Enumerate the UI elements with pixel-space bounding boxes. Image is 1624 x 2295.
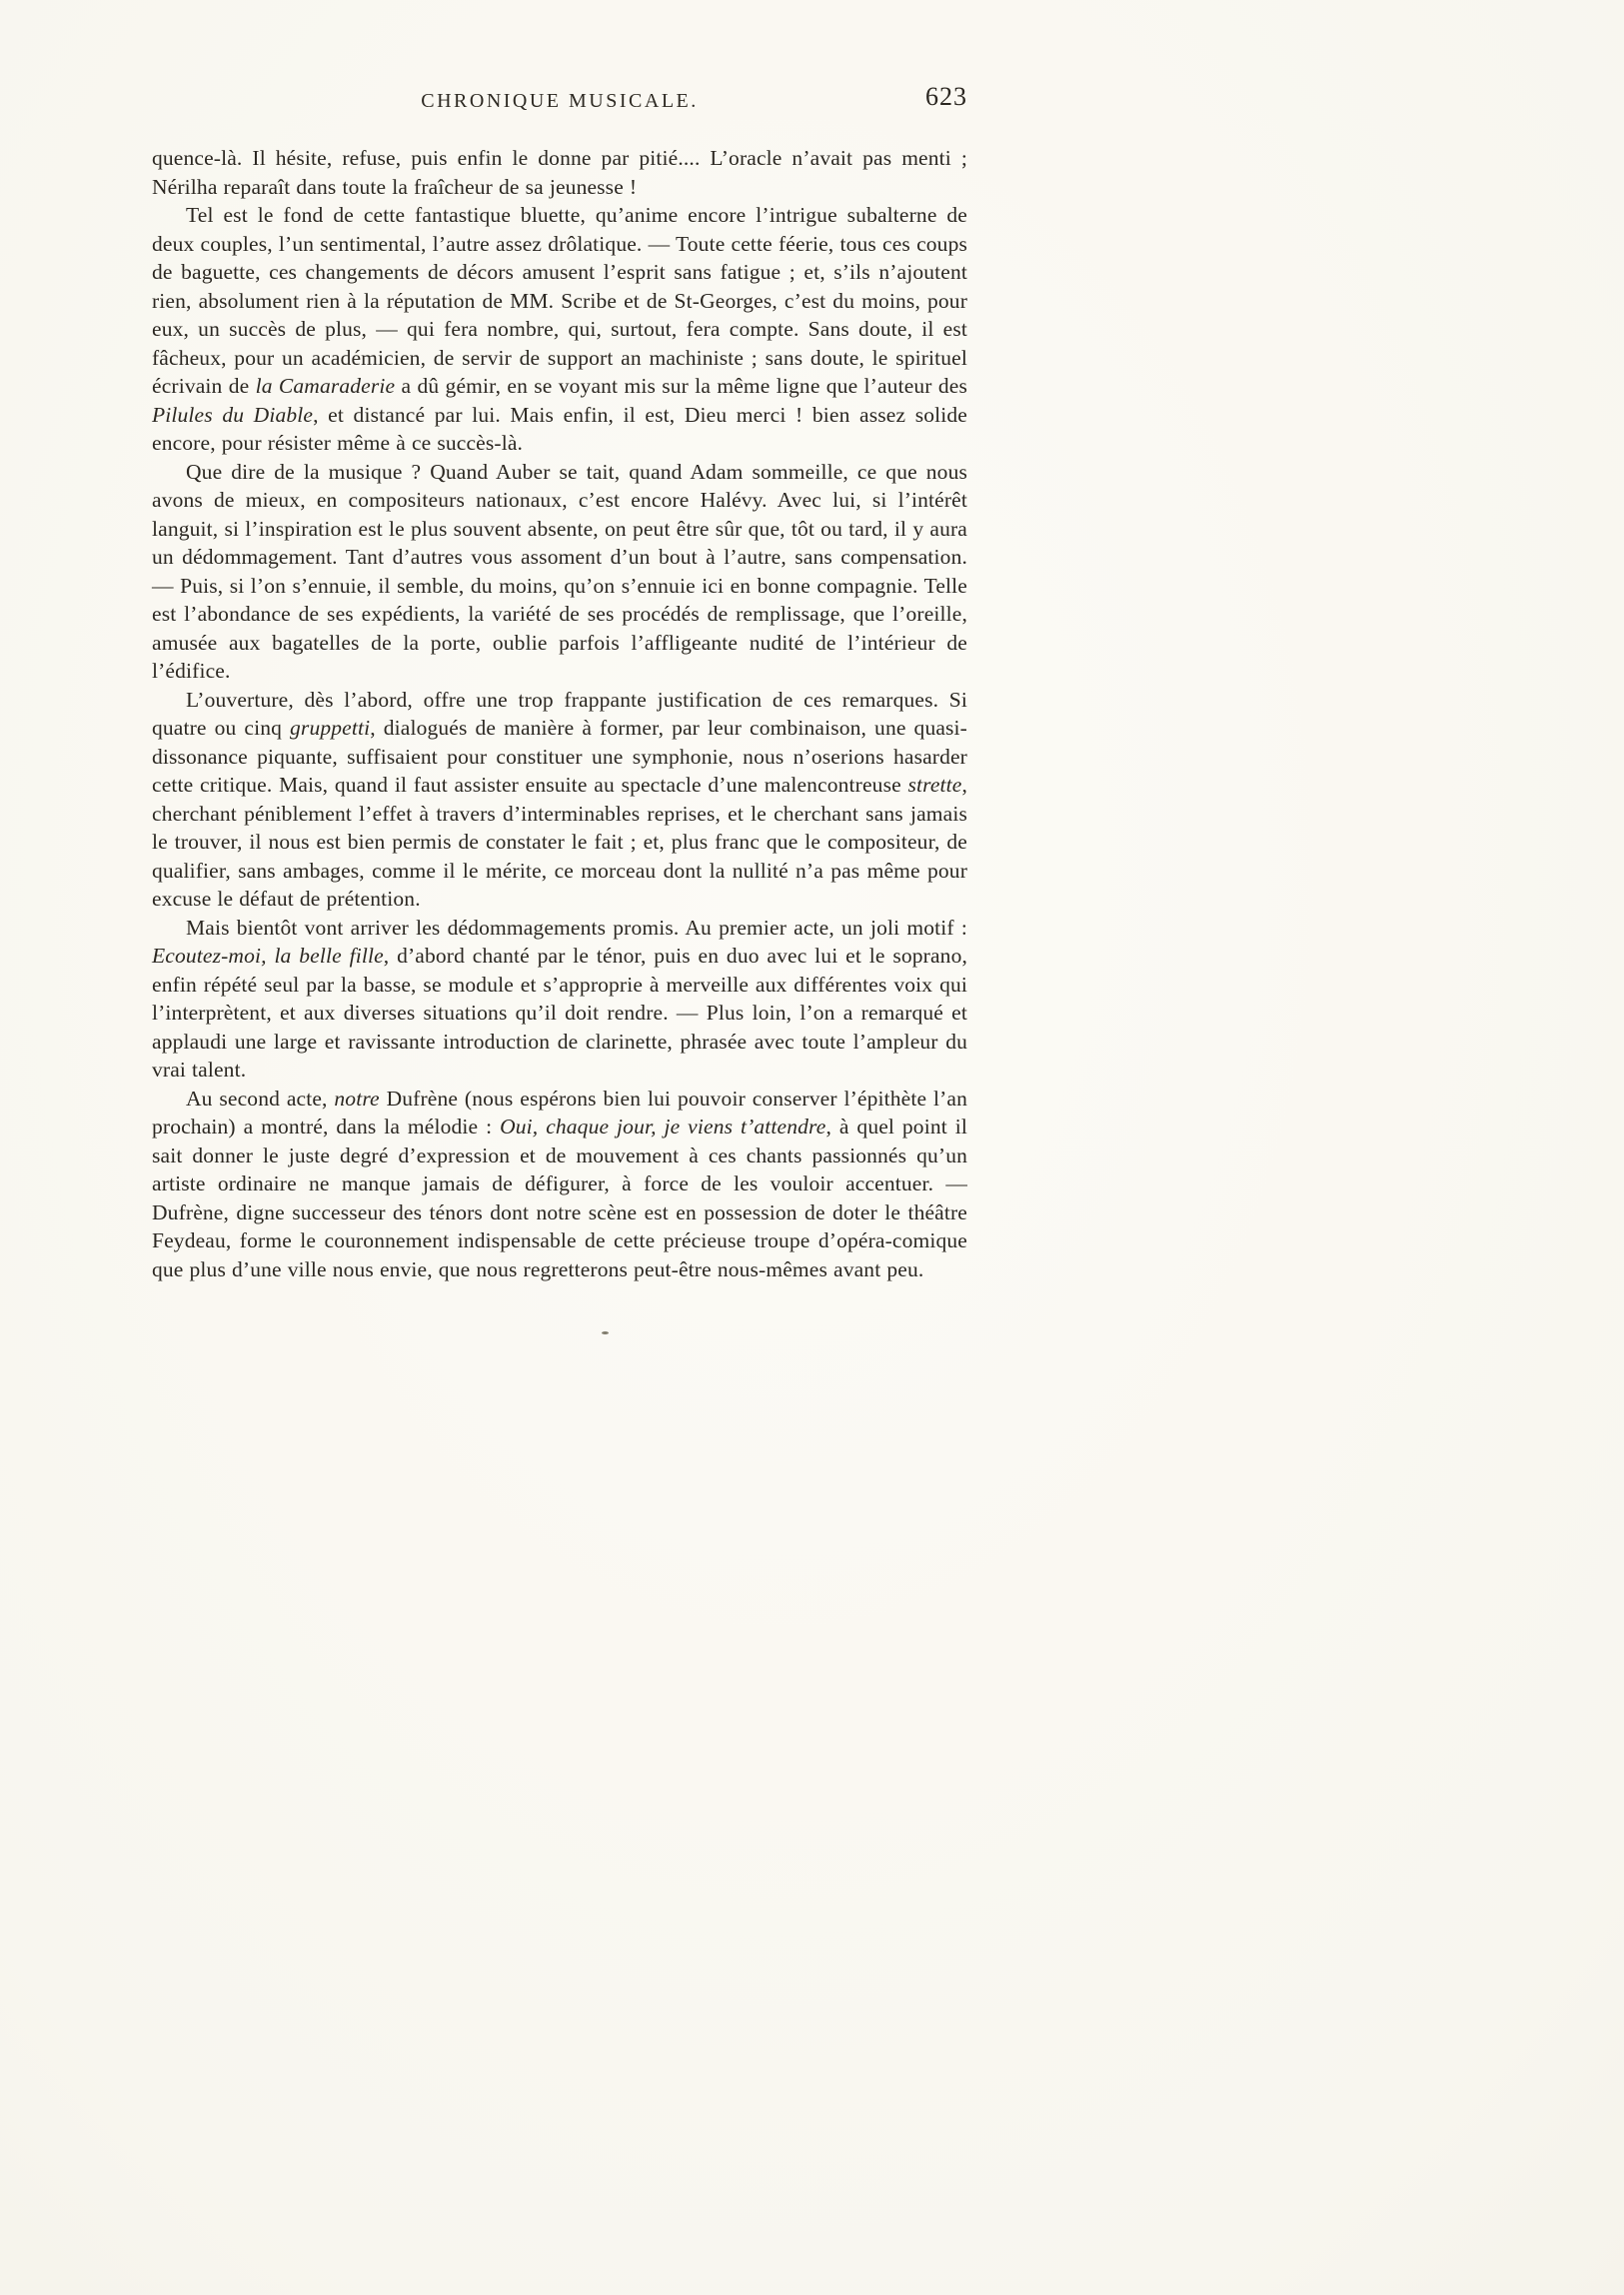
italic-text-segment: notre: [334, 1086, 380, 1111]
italic-text-segment: gruppetti: [290, 716, 371, 740]
italic-text-segment: Pilules du Diable: [152, 402, 314, 427]
paragraph: [152, 914, 967, 1085]
text-column: [152, 82, 968, 1334]
text-segment: , et distancé par lui. Mais enfin, il est, Dieu merci ! bien assez solide encore, pour résister même à ce succès-là.: [152, 402, 967, 455]
paragraph: [152, 458, 967, 686]
text-segment: , d’abord chanté par le ténor, puis en duo avec lui et le soprano, enfin répété seul par la basse, se module et s’approprie à merveille aux différentes voix qui l’interprètent, et aux diverses situations qu’il doit rendre. — Plus loin, l’on a remarqué et applaudi une large et ravissante introduction de clarinette, phrasée avec toute l’ampleur du vrai talent.: [152, 944, 967, 1082]
text-segment: Dufrène (nous espérons bien lui pouvoir conserver l’épithète l’an prochain) a montré, dans la mélodie :: [152, 1086, 967, 1139]
page-number: 623: [925, 82, 967, 111]
text-segment: L’ouverture, dès l’abord, offre une trop frappante justification de ces remarques. Si quatre ou cinq: [152, 687, 967, 740]
printers-mark: [602, 1331, 609, 1334]
paragraph: [152, 201, 967, 458]
text-segment: , à quel point il sait donner le juste degré d’expression et de mouvement à ces chants passionnés qu’un artiste ordinaire ne manque jamais de défigurer, à force de les vouloir accentuer. — Dufrène, digne successeur des ténors dont notre scène est en possession de doter le théâtre Feydeau, forme le couronnement indispensable de cette précieuse troupe d’opéra-comique que plus d’une ville nous envie, que nous regretterons peut-être nous-mêmes avant peu.: [152, 1115, 967, 1281]
italic-text-segment: strette: [907, 773, 962, 797]
running-header: [152, 82, 967, 118]
article-body: [152, 144, 967, 1283]
text-segment: , dialogués de manière à former, par leur combinaison, une quasi-dissonance piquante, suffisaient pour constituer une symphonie, nous n’oserions hasarder cette critique. Mais, quand il faut assister ensuite au spectacle d’une malencontreuse: [152, 716, 967, 797]
text-segment: quence-là. Il hésite, refuse, puis enfin le donne par pitié.... L’oracle n’avait pas menti ; Nérilha reparaît dans toute la fraîcheur de sa jeunesse !: [152, 146, 967, 199]
text-segment: Mais bientôt vont arriver les dédommagements promis. Au premier acte, un joli motif :: [186, 915, 967, 940]
text-segment: Tel est le fond de cette fantastique bluette, qu’anime encore l’intrigue subalterne de deux couples, l’un sentimental, l’autre assez drôlatique. — Toute cette féerie, tous ces coups de baguette, ces changements de décors amusent l’esprit sans fatigue ; et, s’ils n’ajoutent rien, absolument rien à la réputation de MM. Scribe et de St-Georges, c’est du moins, pour eux, un succès de plus, — qui fera nombre, qui, surtout, fera compte. Sans doute, il est fâcheux, pour un académicien, de servir de support an machiniste ; sans doute, le spirituel écrivain de: [152, 203, 967, 398]
paragraph: [152, 686, 967, 914]
text-segment: Au second acte,: [186, 1086, 335, 1111]
italic-text-segment: Ecoutez-moi, la belle fille: [152, 944, 384, 968]
running-title: CHRONIQUE MUSICALE.: [421, 90, 699, 112]
paragraph: [152, 1085, 967, 1284]
text-segment: , cherchant péniblement l’effet à travers d’interminables reprises, et le cherchant sans jamais le trouver, il nous est bien permis de constater le fait ; et, plus franc que le compositeur, de qualifier, sans ambages, comme il le mérite, ce morceau dont la nullité n’a pas même pour excuse le défaut de prétention.: [152, 773, 967, 911]
paragraph: [152, 144, 967, 201]
italic-text-segment: la Camaraderie: [255, 374, 396, 398]
italic-text-segment: Oui, chaque jour, je viens t’attendre: [500, 1115, 826, 1139]
text-segment: a dû gémir, en se voyant mis sur la même ligne que l’auteur des: [395, 374, 968, 398]
text-segment: Que dire de la musique ? Quand Auber se tait, quand Adam sommeille, ce que nous avons de mieux, en compositeurs nationaux, c’est encore Halévy. Avec lui, si l’intérêt languit, si l’inspiration est le plus souvent absente, on peut être sûr que, tôt ou tard, il y aura un dédommagement. Tant d’autres vous assoment d’un bout à l’autre, sans compensation. — Puis, si l’on s’ennuie, il semble, du moins, qu’on s’ennuie ici en bonne compagnie. Telle est l’abondance de ses expédients, la variété de ses procédés de remplissage, que l’oreille, amusée aux bagatelles de la porte, oublie parfois l’affligeante nudité de l’intérieur de l’édifice.: [152, 459, 967, 683]
